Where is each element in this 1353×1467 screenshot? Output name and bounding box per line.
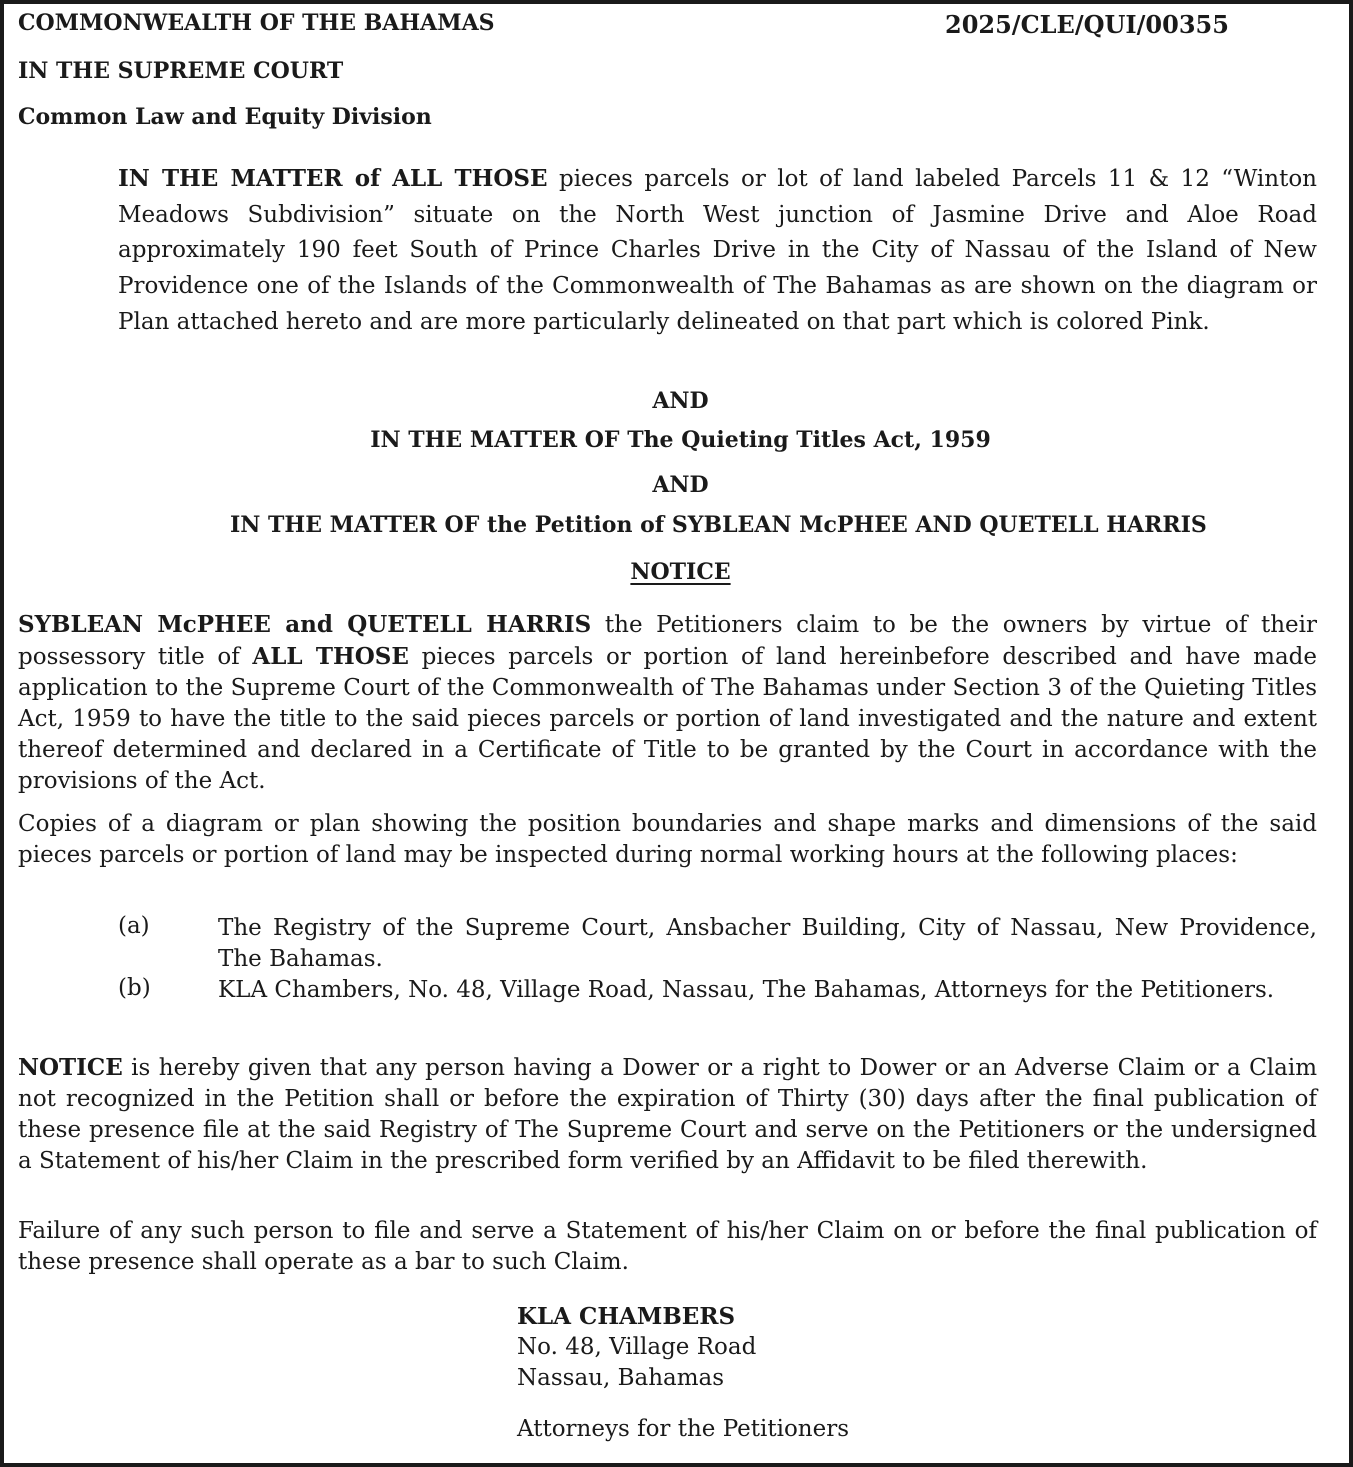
failure-paragraph: Failure of any such person to file and serve a Statement of his/her Claim on or before the final publication of these presence shall operate as a bar to such Claim. [18, 1218, 1317, 1275]
notice-title-text: NOTICE [630, 559, 731, 585]
matter-paragraph [118, 161, 1317, 341]
notice-text: is hereby given that any person having a Dower or a right to Dower or an Adverse Claim or a Claim not recognized in the Petition shall or before the expiration of Thirty (30) days after the final publication of these presence file at the said Registry of The Supreme Court and serve on the Petitioners or the undersigned a Statement of his/her Claim in the prescribed form verified by an Affidavit to be filed therewith. [18, 1055, 1317, 1174]
signature-address-1: No. 48, Village Road [517, 1334, 757, 1360]
place-b-label: (b) [118, 975, 151, 1001]
all-those-bold: ALL THOSE [252, 643, 409, 670]
case-number: 2025/CLE/QUI/00355 [945, 10, 1229, 39]
place-a-text: The Registry of the Supreme Court, Ansbacher Building, City of Nassau, New Providence, The Bahamas. [218, 915, 1317, 972]
country-heading: COMMONWEALTH OF THE BAHAMAS [18, 10, 495, 36]
court-heading: IN THE SUPREME COURT [18, 58, 344, 84]
notice-title [4, 559, 1353, 585]
place-b-text: KLA Chambers, No. 48, Village Road, Nassau, The Bahamas, Attorneys for the Petitioners. [218, 977, 1275, 1003]
place-a-label: (a) [118, 913, 150, 939]
and-separator-2: AND [652, 472, 709, 498]
claim-paragraph [18, 609, 1317, 797]
copies-paragraph: Copies of a diagram or plan showing the position boundaries and shape marks and dimensions of the said pieces parcels or portion of land may be inspected during normal working hours at the following places: [18, 811, 1317, 868]
petitioners-names: SYBLEAN McPHEE and QUETELL HARRIS [18, 611, 592, 638]
claim-text-1: the Petitioners claim to be the owners by virtue of their possessory title of [18, 612, 1317, 670]
notice-lead: NOTICE [18, 1054, 123, 1081]
petition-matter: IN THE MATTER OF the Petition of SYBLEAN McPHEE AND QUETELL HARRIS [230, 512, 1207, 538]
claim-text-2: pieces parcels or portion of land hereinbefore described and have made application to the Supreme Court of the Commonwealth of The Bahamas under Section 3 of the Quieting Titles Act, 1959 to have the title to the said pieces parcels or portion of land investigated and the nature and extent thereof determined and declared in a Certificate of Title to be granted by the Court in accordance with the provisions of the Act. [18, 644, 1317, 794]
signature-address-2: Nassau, Bahamas [517, 1365, 725, 1391]
matter-text: pieces parcels or lot of land labeled Parcels 11 & 12 “Winton Meadows Subdivision” situate on the North West junction of Jasmine Drive and Aloe Road approximately 190 feet South of Prince Charles Drive in the City of Nassau of the Island of New Providence one of the Islands of the Commonwealth of The Bahamas as are shown on the diagram or Plan attached hereto and are more particularly delineated on that part which is colored Pink. [118, 166, 1317, 335]
act-matter: IN THE MATTER OF The Quieting Titles Act, 1959 [370, 427, 991, 453]
notice-paragraph [18, 1052, 1317, 1177]
and-separator-1: AND [652, 388, 709, 414]
matter-lead: IN THE MATTER of ALL THOSE [118, 165, 548, 192]
signature-firm: KLA CHAMBERS [517, 1303, 736, 1330]
signature-role: Attorneys for the Petitioners [517, 1416, 850, 1442]
division-heading: Common Law and Equity Division [18, 104, 432, 130]
